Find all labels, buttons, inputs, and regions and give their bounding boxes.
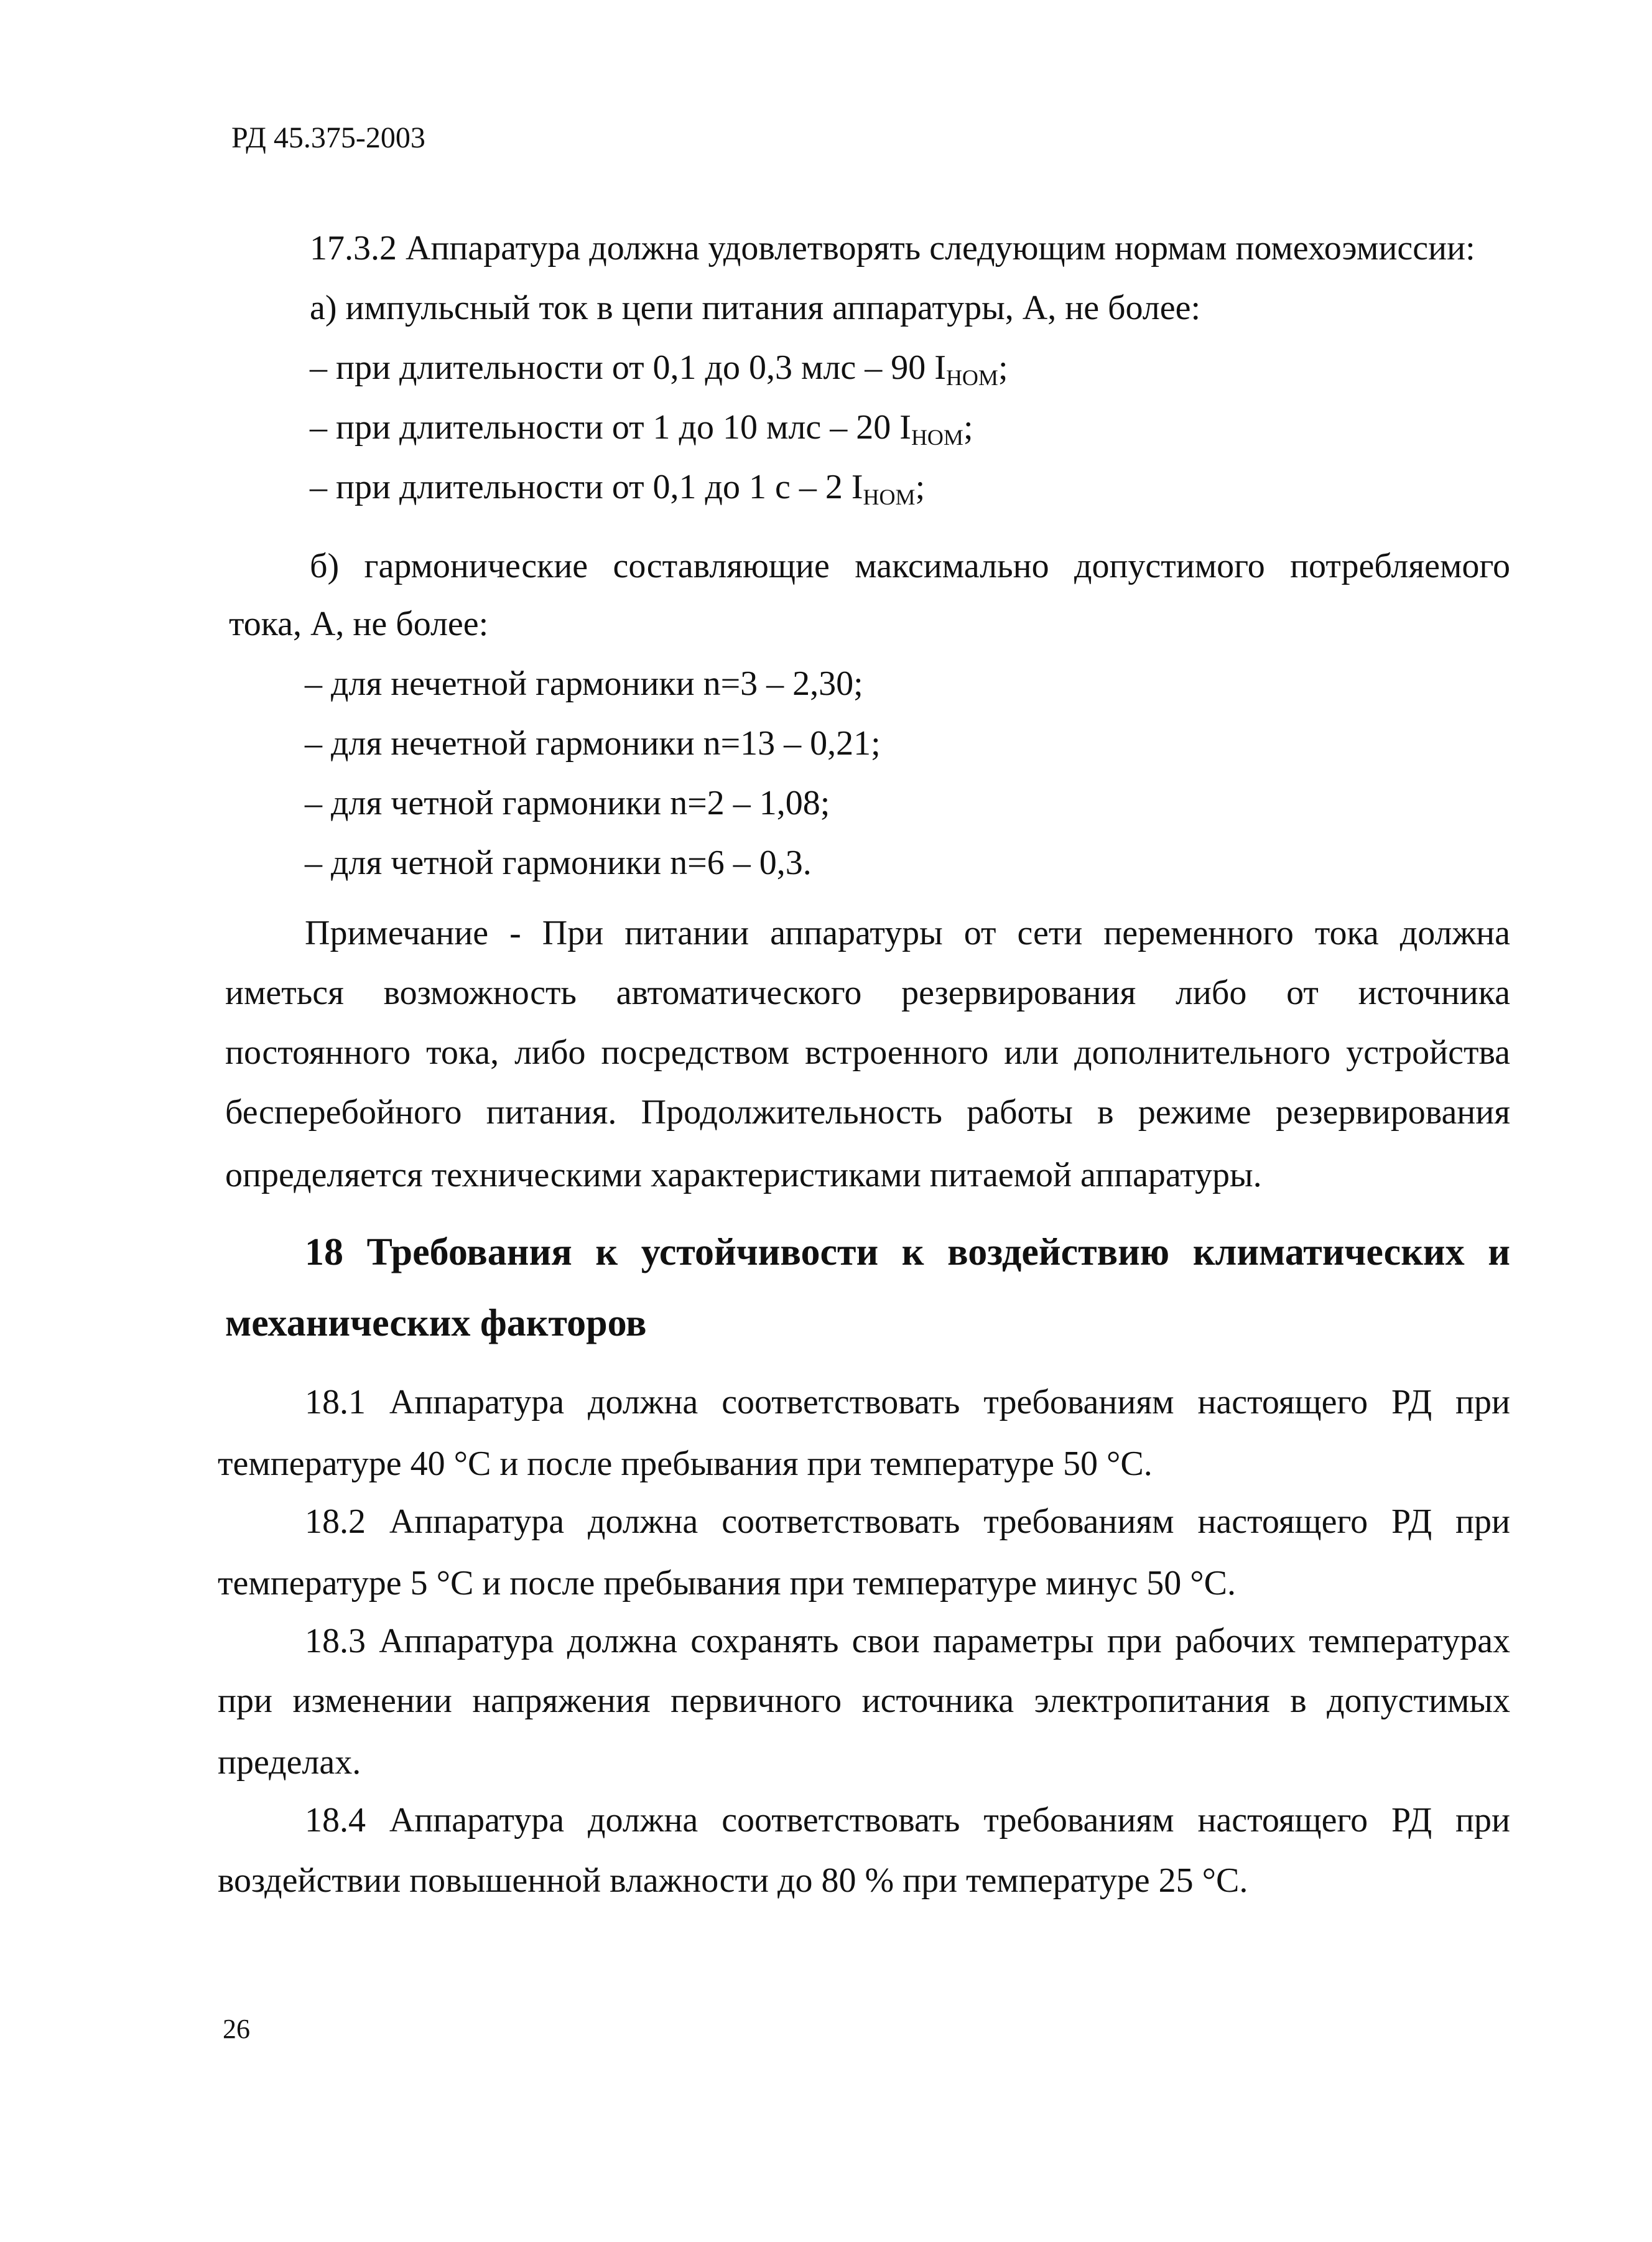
note-line: бесперебойного питания. Продолжительность работы в режиме резервирования [225,1093,1510,1132]
note-line: иметься возможность автоматического резервирования либо от источника [225,974,1510,1012]
list-item: – при длительности от 0,1 до 0,3 млс – 90 $I_{НОМ}$; [310,348,1008,390]
list-item: – для нечетной гармоники n=3 – 2,30; [305,664,863,703]
paragraph-18-3: 18.3 Аппаратура должна сохранять свои параметры при рабочих температурах [305,1622,1510,1660]
note-line: определяется техническими характеристиками питаемой аппаратуры. [225,1156,1262,1194]
paragraph-18-4-continued: воздействии повышенной влажности до 80 % при температуре 25 °С. [218,1861,1248,1900]
paragraph-18-3-end: пределах. [218,1743,361,1782]
note-line: постоянного тока, либо посредством встроенного или дополнительного устройства [225,1033,1510,1072]
paragraph-18-3-continued: при изменении напряжения первичного источника электропитания в допустимых [218,1682,1510,1720]
clause-item-a: а) импульсный ток в цепи питания аппаратуры, А, не более: [310,289,1201,327]
paragraph-18-2-continued: температуре 5 °С и после пребывания при температуре минус 50 °С. [218,1564,1237,1602]
list-item: – для нечетной гармоники n=13 – 0,21; [305,724,881,763]
document-code: РД 45.375-2003 [231,121,425,154]
clause-item-b-continued: тока, А, не более: [229,605,489,643]
list-item: – при длительности от 1 до 10 млс – 20 $I_{НОМ}$; [310,408,973,450]
paragraph-18-1: 18.1 Аппаратура должна соответствовать требованиям настоящего РД при [305,1383,1510,1421]
paragraph-18-2: 18.2 Аппаратура должна соответствовать требованиям настоящего РД при [305,1502,1510,1541]
list-item: – при длительности от 0,1 до 1 с – 2 $I_{НОМ}$; [310,468,926,509]
list-item: – для четной гармоники n=2 – 1,08; [305,784,830,822]
paragraph-18-4: 18.4 Аппаратура должна соответствовать требованиям настоящего РД при [305,1801,1510,1840]
note-line: Примечание - При питании аппаратуры от сети переменного тока должна [305,914,1510,952]
clause-item-b: б) гармонические составляющие максимально допустимого потребляемого [310,547,1510,585]
paragraph-18-1-continued: температуре 40 °С и после пребывания при температуре 50 °С. [218,1444,1153,1483]
clause-17-3-2-intro: 17.3.2 Аппаратура должна удовлетворять следующим нормам помехоэмиссии: [310,229,1475,267]
page-number: 26 [223,2014,250,2044]
section-heading: 18 Требования к устойчивости к воздействию климатических и [305,1231,1510,1273]
list-item: – для четной гармоники n=6 – 0,3. [305,844,812,882]
section-heading-continued: механических факторов [225,1302,647,1344]
